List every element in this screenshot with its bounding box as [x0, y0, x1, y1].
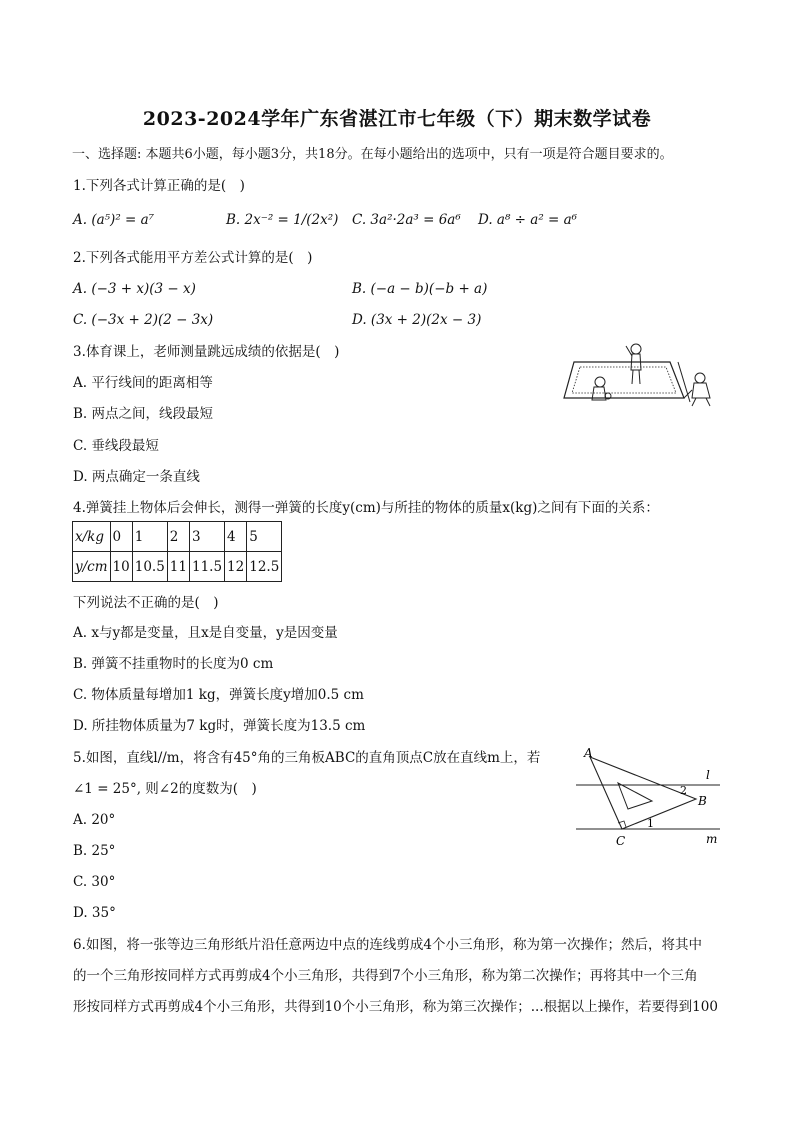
question-5-option-c: C. 30°: [73, 874, 116, 890]
question-3-option-a: A. 平行线间的距离相等: [73, 375, 213, 391]
question-6-line-1: 6.如图，将一张等边三角形纸片沿任意两边中点的连线剪成4个小三角形，称为第一次操作；然后，将其中: [73, 937, 702, 953]
question-3-option-b: B. 两点之间，线段最短: [73, 406, 214, 422]
question-3-stem: 3.体育课上，老师测量跳远成绩的依据是( ): [73, 344, 340, 360]
long-jump-illustration: [560, 340, 730, 412]
label-angle-2: 2: [680, 784, 687, 797]
table-cell: x/kg: [73, 522, 111, 552]
table-cell: 12.5: [247, 552, 282, 582]
question-5-option-b: B. 25°: [73, 843, 116, 859]
question-5-option-a: A. 20°: [73, 812, 116, 828]
table-cell: 3: [189, 522, 224, 552]
question-2-option-d: D. (3x + 2)(2x − 3): [352, 312, 482, 328]
label-a: A: [584, 746, 593, 760]
question-4-option-a: A. x与y都是变量，且x是自变量，y是因变量: [73, 625, 338, 641]
table-cell: 2: [167, 522, 189, 552]
label-angle-1: 1: [647, 817, 654, 830]
table-cell: 10.5: [132, 552, 167, 582]
question-2-option-b: B. (−a − b)(−b + a): [352, 281, 488, 297]
table-row: [73, 552, 282, 582]
question-3-option-c: C. 垂线段最短: [73, 438, 159, 454]
table-cell: 5: [247, 522, 282, 552]
table-cell: 12: [225, 552, 247, 582]
label-c: C: [616, 834, 626, 848]
section-heading: 一、选择题: 本题共6小题，每小题3分，共18分。在每小题给出的选项中，只有一项是符合题目要求的。: [72, 147, 673, 162]
question-5-stem-line-1: 5.如图，直线l//m，将含有45°角的三角板ABC的直角顶点C放在直线m上，若: [73, 750, 541, 766]
question-5-option-d: D. 35°: [73, 905, 116, 921]
question-1-stem: 1.下列各式计算正确的是( ): [73, 178, 245, 194]
table-cell: 11: [167, 552, 189, 582]
question-5-stem-line-2: ∠1 = 25°, 则∠2的度数为( ): [73, 781, 257, 797]
question-4-option-d: D. 所挂物体质量为7 kg时，弹簧长度为13.5 cm: [73, 718, 366, 734]
question-6-line-2: 的一个三角形按同样方式再剪成4个小三角形，共得到7个小三角形，称为第二次操作；再将其中一个三角: [73, 968, 698, 984]
label-l: l: [706, 768, 710, 782]
question-1-option-b: B. 2x⁻² = 1/(2x²): [226, 212, 339, 228]
question-4-option-b: B. 弹簧不挂重物时的长度为0 cm: [73, 656, 274, 672]
question-4-substem: 下列说法不正确的是( ): [73, 595, 219, 611]
label-b: B: [698, 794, 707, 808]
label-m: m: [706, 832, 718, 846]
table-row: [73, 522, 282, 552]
question-1-option-c: C. 3a²·2a³ = 6a⁶: [352, 212, 461, 228]
question-3-option-d: D. 两点确定一条直线: [73, 469, 200, 485]
table-cell: y/cm: [73, 552, 111, 582]
table-cell: 0: [110, 522, 132, 552]
question-2-option-c: C. (−3x + 2)(2 − 3x): [73, 312, 214, 328]
page-title: 2023-2024学年广东省湛江市七年级（下）期末数学试卷: [142, 108, 652, 130]
question-2-option-a: A. (−3 + x)(3 − x): [73, 281, 196, 297]
table-cell: 11.5: [189, 552, 224, 582]
table-cell: 1: [132, 522, 167, 552]
triangle-parallel-lines-figure: [570, 745, 730, 850]
question-6-line-3: 形按同样方式再剪成4个小三角形，共得到10个小三角形，称为第三次操作；...根据以上操作，若要得到100: [73, 999, 718, 1015]
question-2-stem: 2.下列各式能用平方差公式计算的是( ): [73, 250, 313, 266]
table-cell: 4: [225, 522, 247, 552]
question-1-option-d: D. a⁸ ÷ a² = a⁶: [478, 212, 578, 228]
question-4-option-c: C. 物体质量每增加1 kg，弹簧长度y增加0.5 cm: [73, 687, 364, 703]
table-cell: 10: [110, 552, 132, 582]
question-4-stem: 4.弹簧挂上物体后会伸长，测得一弹簧的长度y(cm)与所挂的物体的质量x(kg)之间有下面的关系：: [73, 500, 659, 516]
question-1-option-a: A. (a⁵)² = a⁷: [73, 212, 155, 228]
spring-data-table: [72, 521, 282, 582]
